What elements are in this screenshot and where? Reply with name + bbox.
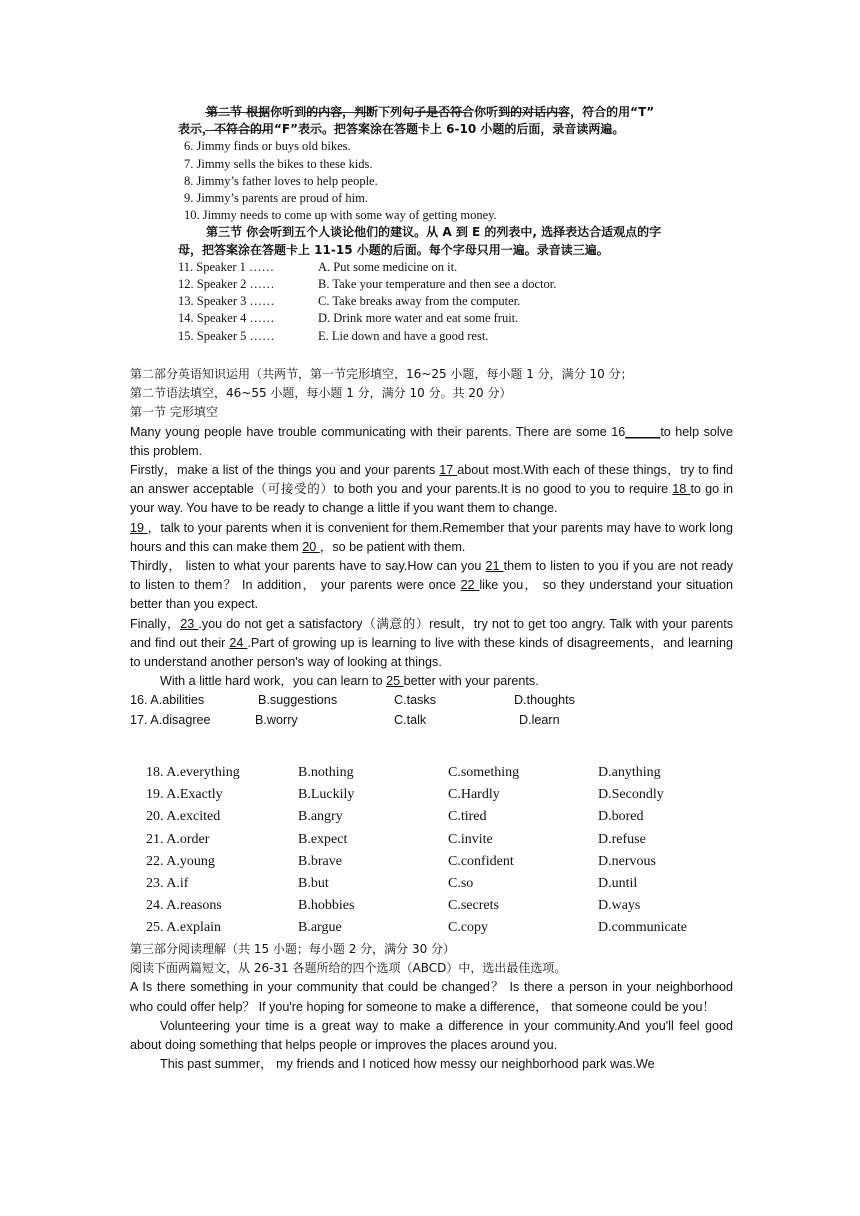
section1-title: 第一节 完形填空 [130,405,218,420]
cloze-paragraph-4: Thirdly， listen to what your parents have to say.How can you 21 them to listen to you if you are not ready to listen to them？ In addition， your parents were once 22 like you， so they understand your situation better than you expect. [130,559,733,612]
options-row-24: 24. A.reasons B.hobbies C.secrets D.ways [146,898,641,914]
options-row-18: 18. A.everything B.nothing C.something D.anything [146,765,661,780]
speaker-row: 14. Speaker 4 …… D. Drink more water and eat some fruit. [178,311,519,326]
statement-10: 10. Jimmy needs to come up with some way of getting money. [184,208,497,223]
options-16: 16. A.abilities B.suggestions C.tasks D.thoughts [130,693,575,708]
speaker-row: 11. Speaker 1 …… A. Put some medicine on it. [178,259,458,274]
cloze-paragraph-3: 19 ，talk to your parents when it is convenient for them.Remember that your parents may have to work long hours and this can make them 20 ，so be patient with them. [130,520,733,554]
cloze-paragraph-1: Many young people have trouble communicating with their parents. There are some 16_____to help solve this problem. [130,424,733,458]
cloze-paragraph-2: Firstly，make a list of the things you and your parents 17 about most.With each of these things，try to find an answer acceptable（可接受的）to both you and your parents.It is no good to you to require 18 to go in your way. You have to be ready to change a little if you want them to change. [130,463,733,516]
speaker-row: 13. Speaker 3 …… C. Take breaks away from the computer. [178,294,521,309]
reading-paragraph-1: A Is there something in your community that could be changed？ Is there a person in your neighborhood who could offer help？ If you're hoping for someone to make a difference， that someone could be you！ [130,980,733,1014]
cloze-paragraph-5: Finally，23 .you do not get a satisfactory（满意的）result，try not to get too angry. Talk with your parents and find out their 24 .Part of growing up is learning to live with these kinds of disagreements，and learning to understand another person's way of looking at things. [130,616,733,670]
statement-8: 8. Jimmy’s father loves to help people. [184,173,378,188]
part3-title: 第三部分阅读理解（共 15 小题；每小题 2 分，满分 30 分） [130,942,456,956]
section2-header: 第二节 根据你听到的内容，判断下列句子是否符合你听到的对话内容，符合的用“T” [206,105,655,119]
section3-header: 第三节 你会听到五个人谈论他们的建议。从 A 到 E 的列表中, 选择表达合适观点的字 [206,225,662,240]
options-grid [146,765,706,943]
cloze-paragraph-6: With a little hard work，you can learn to 25 better with your parents. [160,674,539,689]
speaker-row: 12. Speaker 2 …… B. Take your temperature and then see a doctor. [178,277,557,292]
reading-paragraph-2: Volunteering your time is a great way to make a difference in your community.And you'll feel good about doing something that helps people or improves the places around you. [130,1018,733,1053]
section2-header-cont: 表示，不符合的用“F”表示。把答案涂在答题卡上 6-10 小题的后面，录音读两遍。 [178,122,625,137]
part3-instructions: 阅读下面两篇短文，从 26-31 各题所给的四个选项（ABCD）中，选出最佳选项。 [130,961,567,976]
section3-header-cont: 母，把答案涂在答题卡上 11-15 小题的后面。每个字母只用一遍。录音读三遍。 [178,242,609,257]
options-row-19: 19. A.Exactly B.Luckily C.Hardly D.Secondly [146,787,664,803]
listening-section [178,96,718,345]
reading-section [130,940,733,1074]
speaker-row: 15. Speaker 5 …… E. Lie down and have a good rest. [178,328,489,343]
reading-paragraph-3: This past summer， my friends and I noticed how messy our neighborhood park was.We [160,1057,655,1072]
statement-9: 9. Jimmy’s parents are proud of him. [184,191,368,206]
options-row-23: 23. A.if B.but C.so D.until [146,875,638,891]
options-row-20: 20. A.excited B.angry C.tired D.bored [146,809,644,825]
part2-title-cont: 第二节语法填空，46~55 小题，每小题 1 分，满分 10 分。共 20 分） [130,386,512,401]
options-17: 17. A.disagree B.worry C.talk D.learn [130,712,560,727]
options-row-22: 22. A.young B.brave C.confident D.nervous [146,853,656,869]
part2-title: 第二部分英语知识运用（共两节，第一节完形填空，16~25 小题，每小题 1 分，满分 10 分； [130,367,633,381]
statement-7: 7. Jimmy sells the bikes to these kids. [184,156,373,171]
options-row-25: 25. A.explain B.argue C.copy D.communicate [146,920,688,936]
options-row-21: 21. A.order B.expect C.invite D.refuse [146,831,646,847]
statement-6: 6. Jimmy finds or buys old bikes. [184,139,351,154]
cloze-section [130,365,733,730]
